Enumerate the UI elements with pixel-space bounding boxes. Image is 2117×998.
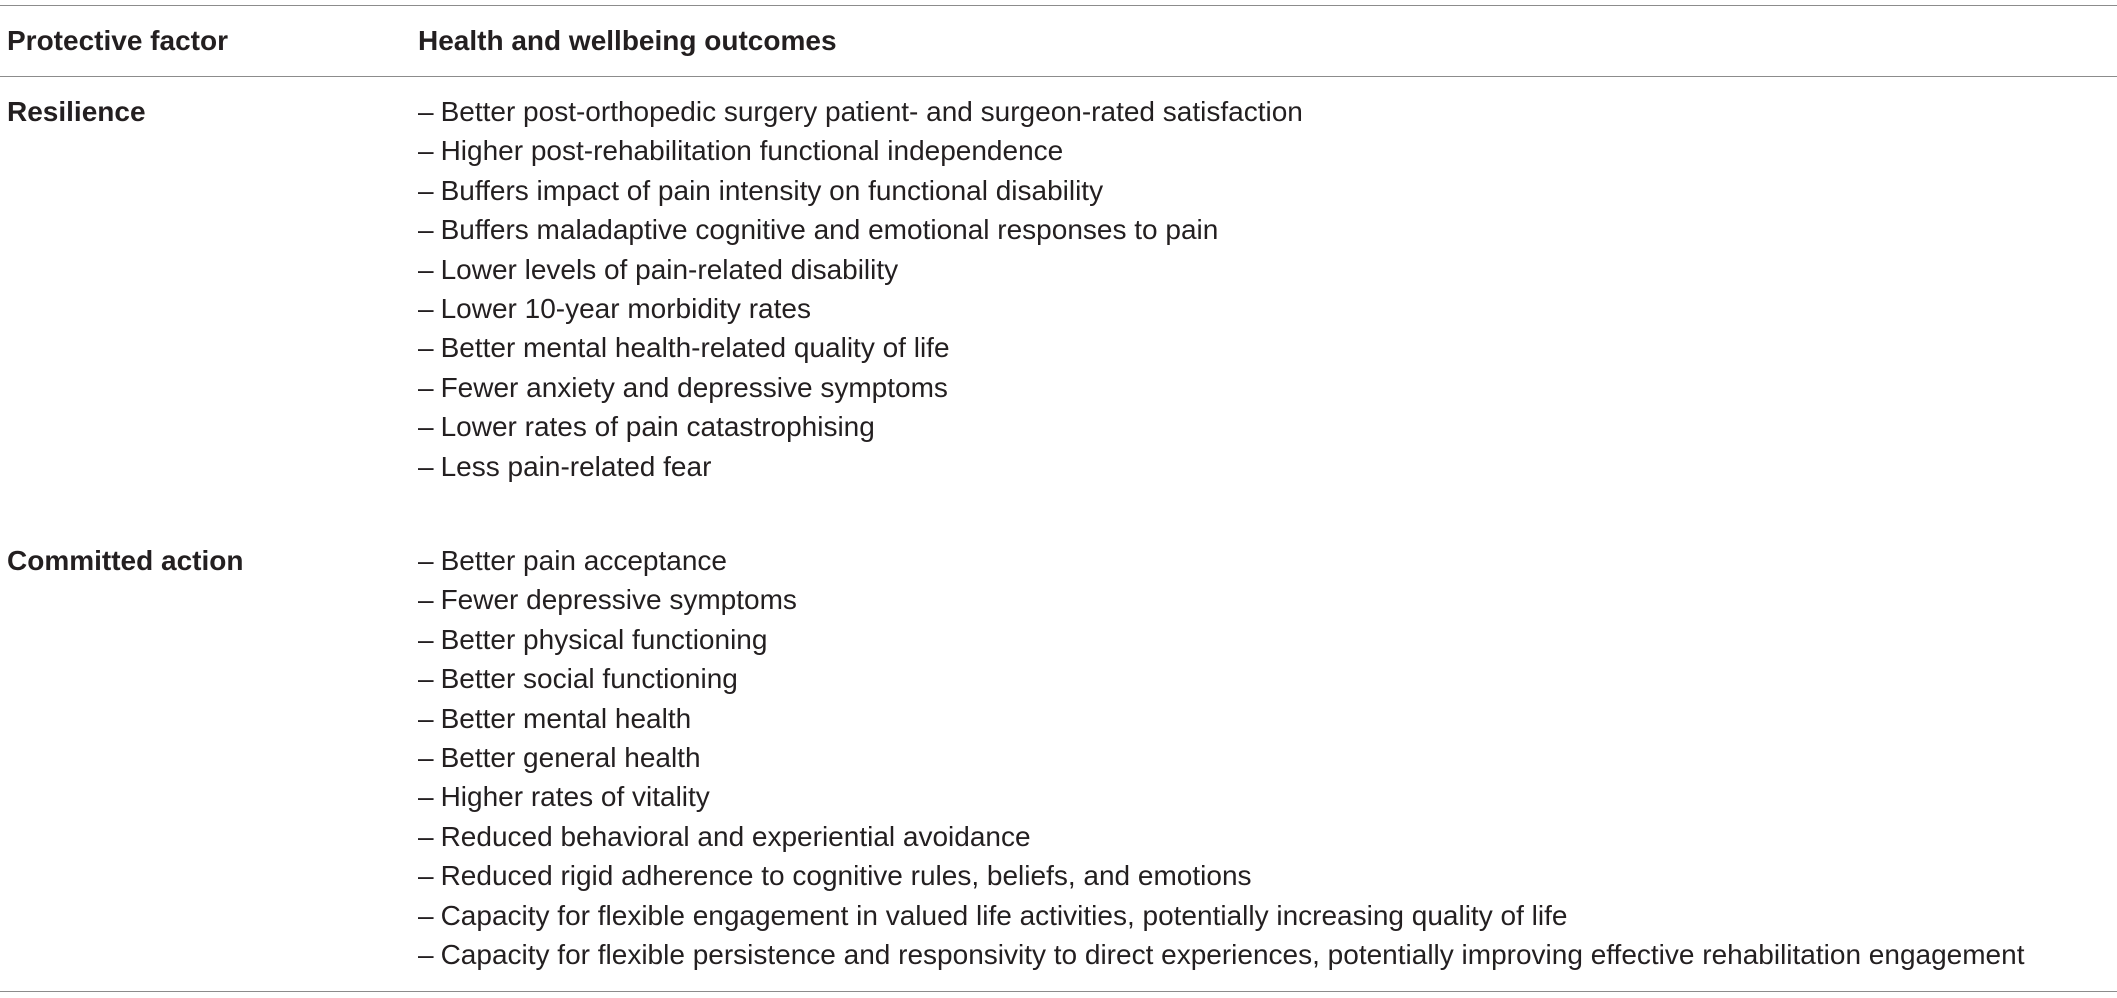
dash-marker: –: [418, 899, 434, 931]
outcome-text: Higher rates of vitality: [440, 781, 710, 813]
list-item: [418, 659, 2024, 698]
outcome-text: Better pain acceptance: [440, 545, 727, 576]
dash-marker: –: [418, 174, 434, 206]
outcome-text: Higher post-rehabilitation functional independence: [440, 135, 1064, 167]
outcome-text: Better social functioning: [440, 663, 738, 695]
dash-marker: –: [418, 781, 434, 813]
outcome-text: Better general health: [440, 742, 701, 774]
dash-marker: –: [418, 411, 434, 443]
list-item: [418, 250, 1303, 289]
dash-marker: –: [418, 742, 434, 774]
header-health-outcomes: Health and wellbeing outcomes: [418, 25, 837, 56]
factor-label: Resilience: [7, 96, 146, 127]
outcome-text: Capacity for flexible persistence and responsivity to direct experiences, potentially improving effective rehabilitation engagement: [440, 939, 2025, 971]
list-item: [418, 856, 2024, 895]
dash-marker: –: [418, 450, 434, 482]
table-bottom-rule: [0, 991, 2117, 992]
outcome-text: Less pain-related fear: [440, 450, 712, 482]
table-header-rule: [0, 76, 2117, 77]
dash-marker: –: [418, 545, 434, 576]
list-item: [418, 620, 2024, 659]
table-top-rule: [0, 5, 2117, 6]
outcome-text: Reduced behavioral and experiential avoidance: [440, 820, 1031, 852]
outcome-text: Better post-orthopedic surgery patient- and surgeon-rated satisfaction: [440, 96, 1303, 127]
list-item: [418, 407, 1303, 446]
list-item: [418, 447, 1303, 486]
dash-marker: –: [418, 253, 434, 285]
dash-marker: –: [418, 939, 434, 971]
dash-marker: –: [418, 860, 434, 892]
dash-marker: –: [418, 623, 434, 655]
outcome-text: Better mental health-related quality of life: [440, 332, 950, 364]
dash-marker: –: [418, 702, 434, 734]
outcome-text: Fewer depressive symptoms: [440, 584, 797, 616]
outcome-list: [418, 92, 1303, 486]
dash-marker: –: [418, 214, 434, 246]
outcome-text: Lower 10-year morbidity rates: [440, 293, 811, 325]
list-item: [418, 328, 1303, 367]
dash-marker: –: [418, 332, 434, 364]
outcome-text: Fewer anxiety and depressive symptoms: [440, 371, 948, 403]
outcome-text: Buffers impact of pain intensity on functional disability: [440, 174, 1104, 206]
dash-marker: –: [418, 371, 434, 403]
outcome-text: Better mental health: [440, 702, 692, 734]
dash-marker: –: [418, 96, 434, 127]
list-item: [418, 92, 1303, 131]
list-item: [418, 935, 2024, 974]
list-item: [418, 541, 2024, 580]
list-item: [418, 699, 2024, 738]
outcome-text: Reduced rigid adherence to cognitive rules, beliefs, and emotions: [440, 860, 1252, 892]
dash-marker: –: [418, 820, 434, 852]
list-item: [418, 171, 1303, 210]
dash-marker: –: [418, 135, 434, 167]
list-item: [418, 289, 1303, 328]
outcome-text: Capacity for flexible engagement in valued life activities, potentially increasing quality of life: [440, 899, 1568, 931]
dash-marker: –: [418, 663, 434, 695]
dash-marker: –: [418, 584, 434, 616]
dash-marker: –: [418, 293, 434, 325]
outcome-text: Buffers maladaptive cognitive and emotional responses to pain: [440, 214, 1219, 246]
list-item: [418, 368, 1303, 407]
list-item: [418, 817, 2024, 856]
outcome-text: Lower rates of pain catastrophising: [440, 411, 875, 443]
list-item: [418, 896, 2024, 935]
list-item: [418, 210, 1303, 249]
outcome-text: Better physical functioning: [440, 623, 768, 655]
outcome-text: Lower levels of pain-related disability: [440, 253, 899, 285]
outcome-list: [418, 541, 2024, 974]
list-item: [418, 580, 2024, 619]
list-item: [418, 777, 2024, 816]
factor-label: Committed action: [7, 545, 244, 576]
list-item: [418, 131, 1303, 170]
header-protective-factor: Protective factor: [7, 25, 228, 56]
list-item: [418, 738, 2024, 777]
